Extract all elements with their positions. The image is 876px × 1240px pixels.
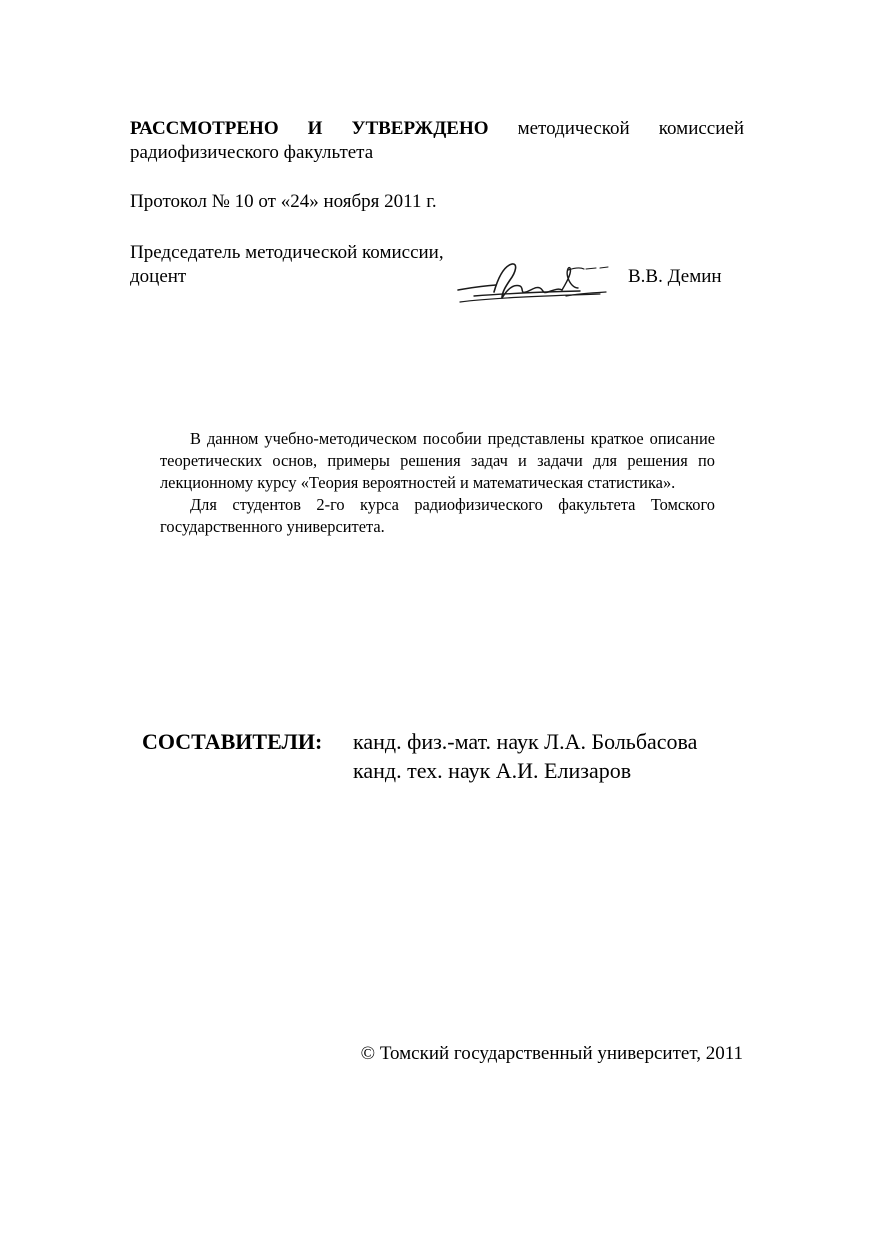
approval-faculty: радиофизического факультета [130,142,374,163]
author-2: канд. тех. наук А.И. Елизаров [353,758,632,783]
abstract [160,428,715,538]
abstract-paragraph-2: Для студентов 2-го курса радиофизического факультета Томского государственного университета. [160,495,715,536]
approval-heading: РАССМОТРЕНО И УТВЕРЖДЕНО [130,118,489,139]
chair-position: доцент [130,266,187,287]
chair-block [130,241,744,289]
handwritten-signature [450,258,620,306]
authors-label: СОСТАВИТЕЛИ: [142,729,323,754]
approval-statement [130,117,744,165]
author-1: канд. физ.-мат. наук Л.А. Больбасова [353,729,698,754]
approval-committee: методической комиссией [517,118,744,139]
chair-title: Председатель методической комиссии, [130,242,444,263]
abstract-paragraph-1: В данном учебно-методическом пособии представлены краткое описание теоретических основ, примеры решения задач и задачи для решения по лекционному курсу «Теория вероятностей и математическая статистика». [160,429,715,492]
protocol-line: Протокол № 10 от «24» ноября 2011 г. [130,191,437,212]
approval-line-1 [130,117,744,141]
authors-list [353,727,697,785]
chair-name: В.В. Демин [628,266,722,287]
copyright-notice: © Томский государственный университет, 2011 [360,1043,743,1064]
